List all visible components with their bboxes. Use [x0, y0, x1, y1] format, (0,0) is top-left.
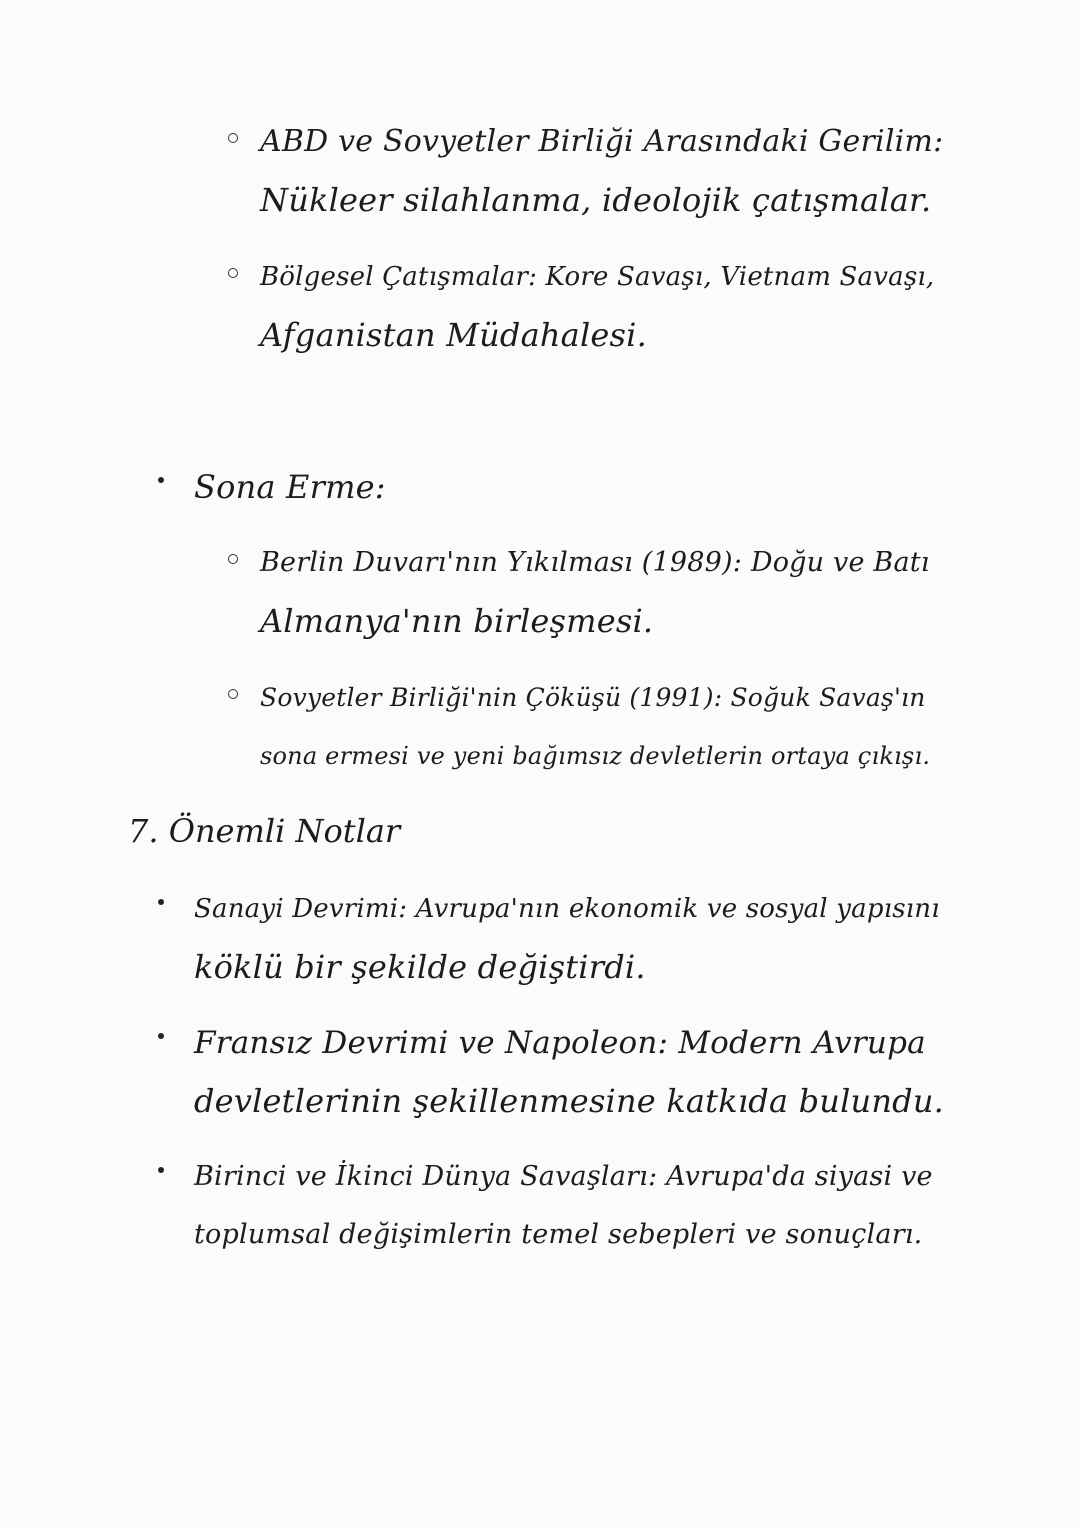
list-item [158, 1148, 948, 1264]
bullet-icon [158, 477, 164, 483]
item-line: Berlin Duvarı'nın Yıkılması (1989): Doğu ve Batı [260, 547, 930, 578]
list-item [158, 880, 948, 996]
item-line: sona ermesi ve yeni bağımsız devletlerin ortaya çıkışı. [260, 742, 931, 770]
section-title: Sona Erme: [194, 468, 386, 506]
hollow-bullet-icon [228, 268, 238, 278]
section-heading: 7. Önemli Notlar [128, 812, 401, 850]
item-line: Almanya'nın birleşmesi. [260, 602, 654, 640]
hollow-bullet-icon [228, 554, 238, 564]
item-line: Bölgesel Çatışmalar: Kore Savaşı, Vietnam Savaşı, [260, 262, 935, 292]
list-item [228, 669, 948, 785]
hollow-bullet-icon [228, 133, 238, 143]
list-item [158, 1014, 948, 1130]
section-item-end [158, 458, 948, 516]
list-item [228, 248, 948, 364]
item-line: Birinci ve İkinci Dünya Savaşları: Avrupa'da siyasi ve [194, 1161, 933, 1192]
item-line: Afganistan Müdahalesi. [260, 316, 647, 354]
bullet-icon [158, 899, 164, 905]
item-line: Sovyetler Birliği'nin Çöküşü (1991): Soğuk Savaş'ın [260, 683, 926, 712]
item-line: toplumsal değişimlerin temel sebepleri ve sonuçları. [194, 1219, 923, 1250]
list-item [228, 113, 948, 229]
bullet-icon [158, 1033, 164, 1039]
item-line: Fransız Devrimi ve Napoleon: Modern Avrupa [194, 1025, 926, 1061]
item-line: Nükleer silahlanma, ideolojik çatışmalar. [260, 181, 932, 219]
hollow-bullet-icon [228, 689, 238, 699]
list-item [228, 534, 948, 650]
item-line: köklü bir şekilde değiştirdi. [194, 948, 646, 986]
item-line: ABD ve Sovyetler Birliği Arasındaki Gerilim: [260, 124, 944, 159]
item-line: Sanayi Devrimi: Avrupa'nın ekonomik ve sosyal yapısını [194, 894, 940, 924]
bullet-icon [158, 1167, 164, 1173]
item-line: devletlerinin şekillenmesine katkıda bulundu. [194, 1082, 945, 1120]
